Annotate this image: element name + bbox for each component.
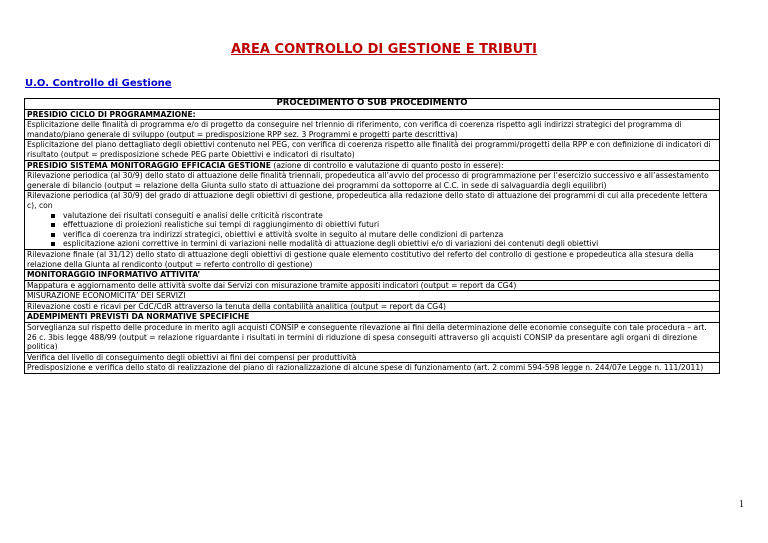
list-item: effettuazione di proiezioni realistiche sui tempi di raggiungimento di obiettivi futuri xyxy=(63,220,717,230)
procedure-table xyxy=(24,98,720,374)
table-row xyxy=(25,160,720,171)
section-subtitle: U.O. Controllo di Gestione xyxy=(25,78,172,89)
row-text: MISURAZIONE ECONOMICITA’ DEI SERVIZI xyxy=(27,291,186,301)
table-row xyxy=(25,109,720,120)
row-text: Mappatura e aggiornamento delle attività svolte dai Servizi con misurazione tramite appositi indicatori (output = report da CG4) xyxy=(27,280,517,290)
table-row xyxy=(25,270,720,281)
section-label: PRESIDIO CICLO DI PROGRAMMAZIONE: xyxy=(27,109,196,119)
row-text: Rilevazione periodica (al 30/9) dello stato di attuazione delle finalità triennali, propedeutica all’avvio del processo di programmazione per l’esercizio successivo e all’assestamento generale di bilancio (output = relazione della Giunta sullo stato di attuazione dei programmi da sottoporre al C.C. in sede di salvaguardia degli equilibri) xyxy=(27,171,709,190)
table-row xyxy=(25,301,720,312)
table-row xyxy=(25,291,720,302)
table-row xyxy=(25,352,720,363)
row-text: Verifica del livello di conseguimento degli obiettivi ai fini dei compensi per produttività xyxy=(27,352,357,362)
list-item: esplicitazione azioni correttive in termini di variazioni nelle modalità di attuazione degli obiettivi e/o di variazioni dei contenuti degli obiettivi xyxy=(63,239,717,249)
table-row xyxy=(25,363,720,374)
document-title: AREA CONTROLLO DI GESTIONE E TRIBUTI xyxy=(230,42,538,57)
row-text: Esplicitazione del piano dettagliato degli obiettivi contenuto nel PEG, con verifica di coerenza rispetto alle finalità dei programmi/progetti della RPP e con definizione di indicatori di risultato (output = predisposizione schede PEG parte Obiettivi e indicatori di risultato) xyxy=(27,140,711,159)
row-text: Sorveglianza sul rispetto delle procedure in merito agli acquisti CONSIP e conseguente rilevazione ai fini della determinazione delle economie conseguite con tale procedura – art. 26 c. 3bis legge 488/99 (output = relazione riguardante i risultati in termini di riduzione di spesa conseguiti attraverso gli acquisti CONSIP da presentare agli organi di direzione politica) xyxy=(27,323,707,352)
table-row xyxy=(25,312,720,323)
row-text: Esplicitazione delle finalità di programma e/o di progetto da conseguire nel triennio di riferimento, con verifica di coerenza rispetto agli indirizzi strategici del programma di mandato/piano generale di sviluppo (output = predisposizione RPP sez. 3 Programmi e progetti parte descrittiva) xyxy=(27,120,682,139)
list-item: valutazione dei risultati conseguiti e analisi delle criticità riscontrate xyxy=(63,211,717,221)
section-label: ADEMPIMENTI PREVISTI DA NORMATIVE SPECIFICHE xyxy=(27,312,250,322)
section-label: PRESIDIO SISTEMA MONITORAGGIO EFFICACIA GESTIONE xyxy=(27,160,271,170)
table-row xyxy=(25,120,720,140)
table-header: PROCEDIMENTO O SUB PROCEDIMENTO xyxy=(25,99,720,110)
row-text: Rilevazione finale (al 31/12) dello stato di attuazione degli obiettivi di gestione quale elemento costitutivo del referto del controllo di gestione e propedeutica alla stesura della relazione della Giunta al rendiconto (output = referto controllo di gestione) xyxy=(27,249,694,269)
row-text: Rilevazione periodica (al 30/9) del grado di attuazione degli obiettivi di gestione, propedeutica alla redazione dello stato di attuazione dei programmi di cui alla precedente lettera c), con xyxy=(27,191,708,210)
table-row xyxy=(25,191,720,250)
table-row xyxy=(25,249,720,269)
table-row xyxy=(25,140,720,160)
bullet-list xyxy=(27,211,717,249)
row-text: Rilevazione costi e ricavi per CdC/CdR attraverso la tenuta della contabilità analitica (output = report da CG4) xyxy=(27,301,446,311)
table-header-row xyxy=(25,99,720,110)
section-label: MONITORAGGIO INFORMATIVO ATTIVITA’ xyxy=(27,270,201,280)
table-row xyxy=(25,280,720,291)
list-item: verifica di coerenza tra indirizzi strategici, obiettivi e attività svolte in seguito al mutare delle condizioni di partenza xyxy=(63,230,717,240)
page-number: 1 xyxy=(739,499,744,510)
table-row xyxy=(25,171,720,191)
row-text: (azione di controllo e valutazione di quanto posto in essere): xyxy=(270,160,504,170)
table-row xyxy=(25,323,720,353)
row-text: Predisposizione e verifica dello stato di realizzazione del piano di razionalizzazione di alcune spese di funzionamento (art. 2 commi 594-598 legge n. 244/07e Legge n. 111/2011) xyxy=(27,363,704,373)
